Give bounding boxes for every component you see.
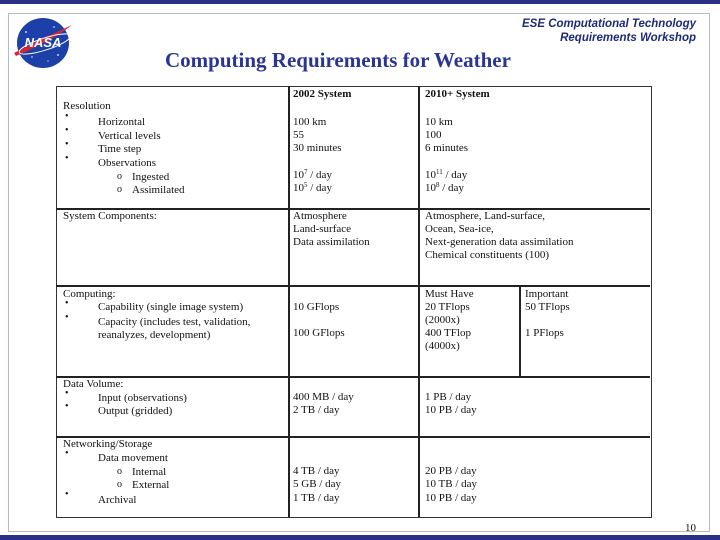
must-have-header: Must Have	[425, 288, 474, 300]
value-2010: 100	[425, 129, 442, 141]
value-2002: 5 GB / day	[293, 478, 341, 490]
data-volume-item: Input (observations)	[98, 392, 187, 404]
important-value: 1 PFlops	[525, 327, 564, 339]
bullet: •	[65, 388, 69, 399]
bullet: •	[65, 125, 69, 136]
page-number: 10	[685, 522, 696, 534]
computing-item: Capability (single image system)	[98, 301, 244, 313]
observation-sub-item: Ingested	[132, 171, 170, 183]
observation-sub-item: Assimilated	[132, 184, 185, 196]
value-2002: 10 GFlops	[293, 301, 340, 313]
important-value: 50 TFlops	[525, 301, 570, 313]
value-2010: 6 minutes	[425, 142, 469, 154]
value-2010: Ocean, Sea-ice,	[425, 223, 494, 235]
top-bar	[0, 0, 720, 4]
value-2002-ingested: $10^7$ / day	[293, 168, 332, 181]
must-have-value: 400 TFlop	[425, 327, 471, 339]
value-2010-ingested: $10^{11}$ / day	[425, 168, 468, 181]
workshop-line-1: ESE Computational Technology	[522, 18, 696, 30]
value-2002: 30 minutes	[293, 142, 342, 154]
must-have-value: (4000x)	[425, 340, 460, 352]
value-2002-assimilated: $10^5$ / day	[293, 181, 332, 194]
value-2002: Atmosphere	[293, 210, 347, 222]
value-2010-assimilated: $10^8$ / day	[425, 181, 464, 194]
resolution-label: Resolution	[63, 100, 111, 112]
value-2002: 100 GFlops	[293, 327, 345, 339]
must-have-value: (2000x)	[425, 314, 460, 326]
resolution-item: Observations	[98, 157, 157, 169]
header-2010: 2010+ System	[425, 88, 490, 100]
value-2002: 4 TB / day	[293, 465, 340, 477]
computing-label: Computing:	[63, 288, 116, 300]
networking-item: Archival	[98, 494, 137, 506]
sub-bullet: o	[117, 171, 122, 182]
value-2002: Land-surface	[293, 223, 352, 235]
value-2010: 1 PB / day	[425, 391, 472, 403]
value-2010: 20 PB / day	[425, 465, 477, 477]
computing-item-cont: reanalyzes, development)	[98, 329, 211, 341]
important-header: Important	[525, 288, 569, 300]
sub-bullet: o	[117, 184, 122, 195]
nasa-logo	[10, 15, 76, 71]
bullet: •	[65, 111, 69, 122]
value-2002: Data assimilation	[293, 236, 370, 248]
header-2002: 2002 System	[293, 88, 352, 100]
bullet: •	[65, 139, 69, 150]
row-divider-3	[56, 376, 650, 378]
system-label: System Components:	[63, 210, 157, 222]
workshop-title	[522, 17, 696, 45]
networking-sub-item: External	[132, 479, 170, 491]
value-2010: 10 PB / day	[425, 404, 477, 416]
bullet: •	[65, 401, 69, 412]
data-volume-label: Data Volume:	[63, 378, 124, 390]
value-2002: 100 km	[293, 116, 327, 128]
resolution-item: Vertical levels	[98, 130, 161, 142]
resolution-item: Horizontal	[98, 116, 146, 128]
value-2002: 1 TB / day	[293, 492, 340, 504]
value-2010: Chemical constituents (100)	[425, 249, 550, 261]
networking-label: Networking/Storage	[63, 438, 153, 450]
bullet: •	[65, 448, 69, 459]
logo-wordmark: NASA	[24, 35, 62, 50]
bullet: •	[65, 489, 69, 500]
value-2002: 55	[293, 129, 304, 141]
bullet: •	[65, 312, 69, 323]
value-2010: Next-generation data assimilation	[425, 236, 574, 248]
computing-item: Capacity (includes test, validation,	[98, 316, 251, 328]
workshop-line-2: Requirements Workshop	[560, 32, 696, 44]
bottom-bar	[0, 535, 720, 540]
data-volume-item: Output (gridded)	[98, 405, 173, 417]
sub-bullet: o	[117, 479, 122, 490]
must-have-value: 20 TFlops	[425, 301, 470, 313]
value-2002: 2 TB / day	[293, 404, 340, 416]
value-2010: 10 TB / day	[425, 478, 478, 490]
page-title: Computing Requirements for Weather	[165, 48, 511, 72]
sub-bullet: o	[117, 466, 122, 477]
bullet: •	[65, 153, 69, 164]
value-2010: 10 PB / day	[425, 492, 477, 504]
networking-sub-item: Internal	[132, 466, 167, 478]
col-divider-important	[519, 287, 521, 378]
bullet: •	[65, 298, 69, 309]
value-2002: 400 MB / day	[293, 391, 354, 403]
col-divider-2010	[418, 86, 420, 517]
value-2010: 10 km	[425, 116, 453, 128]
resolution-item: Time step	[98, 143, 142, 155]
networking-item: Data movement	[98, 452, 168, 464]
row-divider-2	[56, 285, 650, 287]
value-2010: Atmosphere, Land-surface,	[425, 210, 546, 222]
col-divider-2002	[288, 86, 290, 517]
